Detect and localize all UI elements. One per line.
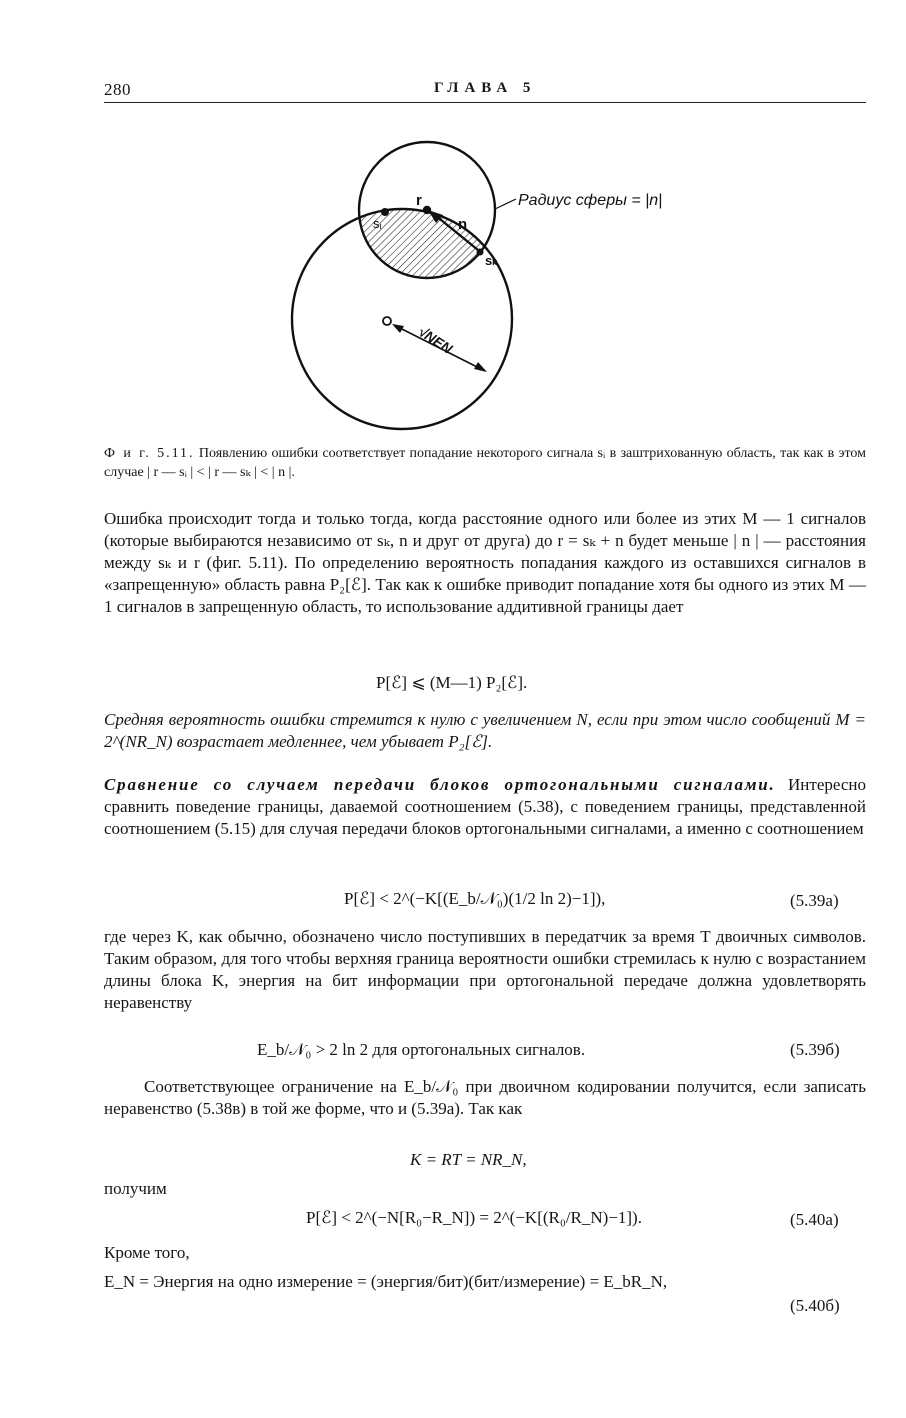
figure-5-11 <box>270 135 730 435</box>
formula-5-39a: P[ℰ] < 2^(−K[(E_b/𝒩₀)(1/2 ln 2)−1]), <box>344 889 606 908</box>
label-n: n <box>458 216 468 233</box>
paragraph-2: Средняя вероятность ошибки стремится к нулю с увеличением N, если при этом число сообщений M = 2^(NR_N) возрастает медленнее, чем убывает P₂[ℰ]. <box>104 710 866 751</box>
origin-point <box>383 317 391 325</box>
label-sqrt-nen: √NEN <box>415 323 456 357</box>
paragraph-5: Соответствующее ограничение на E_b/𝒩₀ при двоичном кодировании получится, если записать неравенство (5.38в) в той же форме, что и (5.39а). Так как <box>104 1077 866 1118</box>
radius-arrowhead-start <box>392 324 404 333</box>
paragraph-1: Ошибка происходит тогда и только тогда, когда расстояние одного или более из этих M — 1 сигналов (которые выбираются независимо от sₖ, n и друг от друга) до r = sₖ + n будет меньше | n | — расстояния между sₖ и r (фиг. 5.11). По определению вероятность попадания каждого из оставшихся сигналов в «запрещенную» область равна P₂[ℰ]. Так как к ошибке приводит попадание хотя бы одного из этих M — 1 сигналов в запрещенную область, то использование аддитивной границы дает <box>104 509 866 616</box>
formula-5-40a: P[ℰ] < 2^(−N[R₀−R_N]) = 2^(−K[(R₀/R_N)−1]). <box>306 1208 642 1227</box>
paragraph-7: Кроме того, <box>104 1243 190 1262</box>
equation-number-5-39a: (5.39а) <box>790 891 839 910</box>
formula-1: P[ℰ] ⩽ (M—1) P₂[ℰ]. <box>376 673 528 692</box>
figure-caption <box>104 444 866 482</box>
equation-number-5-39b: (5.39б) <box>790 1040 840 1059</box>
radius-leader-line <box>495 199 516 209</box>
formula-5-40b: E_N = Энергия на одно измерение = (энергия/бит)(бит/измерение) = E_bR_N, <box>104 1272 668 1291</box>
label-si: sᵢ <box>373 216 382 231</box>
label-sk: sₖ <box>485 253 498 268</box>
point-si <box>381 208 389 216</box>
paragraph-3 <box>104 774 866 840</box>
figure-diagram <box>270 135 730 435</box>
equation-number-5-40a: (5.40а) <box>790 1210 839 1229</box>
header-rule <box>104 102 866 103</box>
running-header <box>104 80 864 106</box>
caption-label: Ф и г. 5.11. <box>104 446 195 461</box>
equation-number-5-40b: (5.40б) <box>790 1296 840 1315</box>
label-radius: Радиус сферы = |n| <box>518 192 663 209</box>
caption-text: Появлению ошибки соответствует попадание некоторого сигнала sᵢ в заштрихованную область, так как в этом случае | r — sᵢ | < | r — sₖ | < | n |. <box>104 446 867 480</box>
formula-5-39b: E_b/𝒩₀ > 2 ln 2 для ортогональных сигналов. <box>257 1040 586 1059</box>
paragraph-4: где через K, как обычно, обозначено число поступивших в передатчик за время T двоичных символов. Таким образом, для того чтобы верхняя граница вероятности ошибки стремилась к нулю с возрастанием длины блока K, энергия на бит информации при ортогональной передаче должна удовлетворять неравенству <box>104 927 866 1012</box>
label-r: r <box>416 192 422 209</box>
chapter-title: ГЛАВА 5 <box>434 80 537 96</box>
page-number: 280 <box>104 80 131 99</box>
formula-k: K = RT = NR_N, <box>410 1150 527 1169</box>
radius-arrowhead-end <box>474 362 487 372</box>
paragraph-6: получим <box>104 1179 167 1198</box>
section-run-in-title: Сравнение со случаем передачи блоков ортогональными сигналами. <box>104 775 776 794</box>
paragraph-3-text: Интересно сравнить поведение границы, даваемой соотношением (5.38), с поведением границы, представленной соотношением (5.15) для случая передачи блоков ортогональными сигналами, а именно с соотношением <box>104 775 866 838</box>
